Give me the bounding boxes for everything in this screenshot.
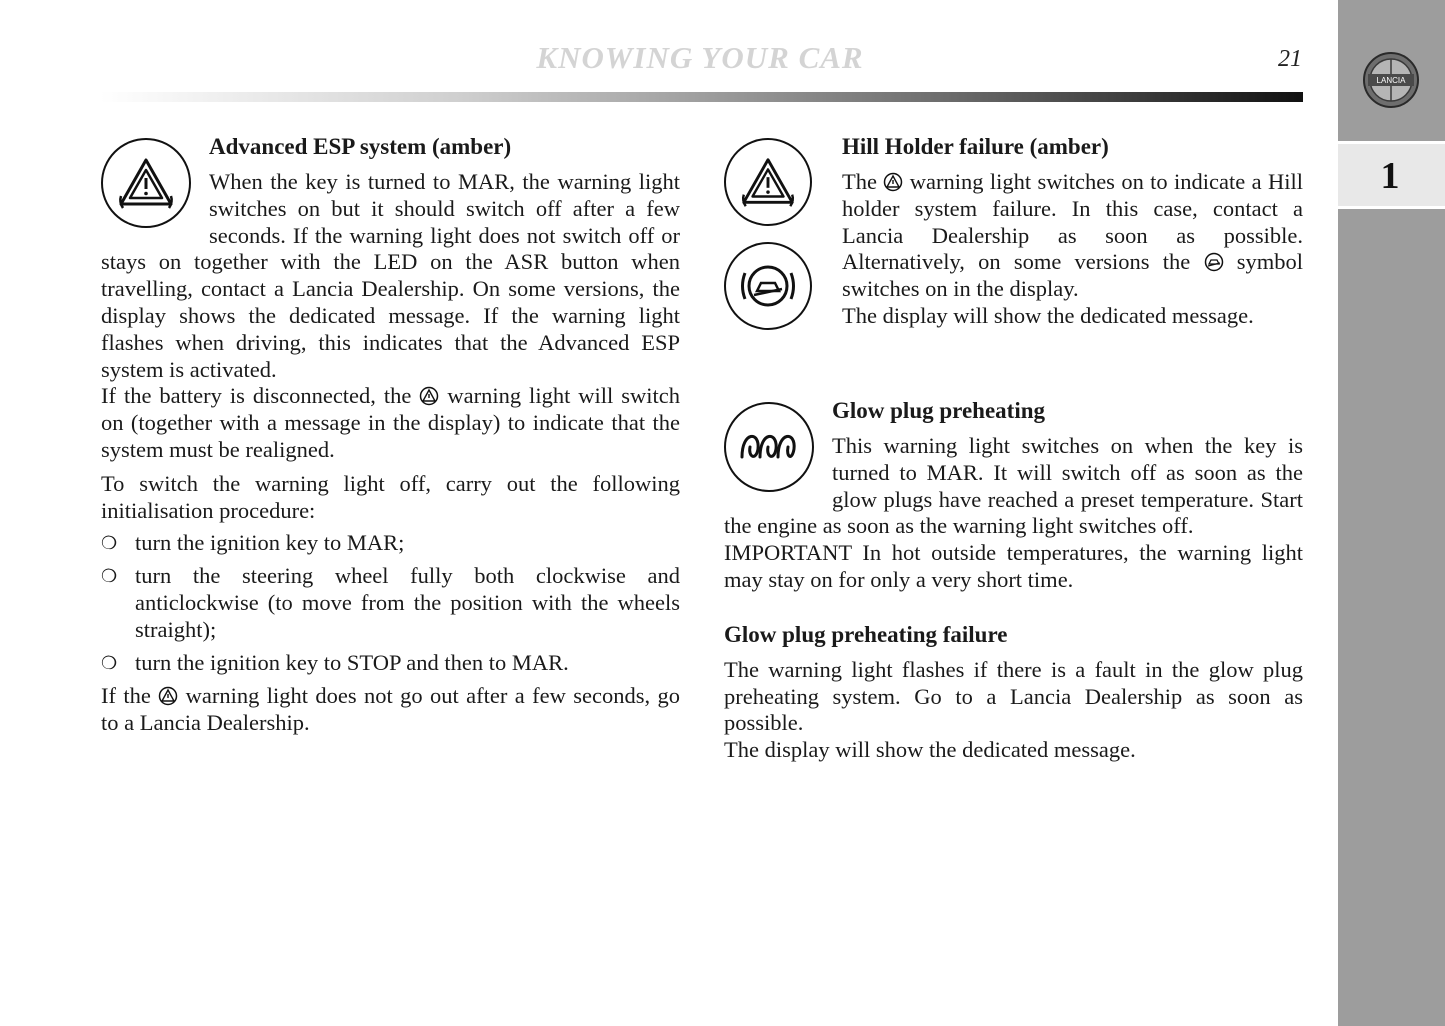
chapter-tab — [1338, 141, 1445, 209]
text-run: warning light will switch on (together with a message in the display) to indicate that the system must be realigned. — [101, 383, 681, 462]
left-column — [101, 132, 680, 737]
esp-paragraph-2 — [101, 383, 680, 463]
right-column — [724, 132, 1303, 764]
page-number: 21 — [1278, 46, 1302, 72]
esp-warning-icon — [883, 172, 903, 192]
glow-plug-paragraph-2: IMPORTANT In hot outside temperatures, the warning light may stay on for only a very short time. — [724, 540, 1303, 592]
list-item-text: turn the ignition key to MAR; — [135, 530, 405, 556]
lancia-logo-icon — [1361, 50, 1421, 110]
list-item — [101, 563, 680, 643]
hill-holder-icon-group — [724, 138, 814, 330]
glow-plug-paragraph-1: This warning light switches on when the key is turned to MAR. It will switch off as soon as the glow plugs have reached a preset temperature. Start the engine as soon as the warning light switches off. — [724, 433, 1303, 539]
chapter-number: 1 — [1380, 155, 1400, 197]
list-item — [101, 530, 680, 557]
list-item-text: turn the steering wheel fully both clockwise and anticlockwise (to move from the position with the wheels straight); — [135, 563, 680, 642]
hill-holder-paragraph-2: The display will show the dedicated message. — [842, 302, 1254, 328]
text-run: If the — [101, 683, 151, 709]
text-run: The — [842, 169, 877, 194]
hill-holder-icon — [724, 242, 812, 330]
running-header: KNOWING YOUR CAR — [536, 40, 864, 75]
glow-plug-failure-paragraph-1: The warning light flashes if there is a fault in the glow plug preheating system. Go to a Lancia Dealership as soon as possible. — [724, 656, 1303, 736]
text-run: warning light does not go out after a few seconds, go to a Lancia Dealership. — [101, 683, 680, 736]
esp-paragraph-4 — [101, 683, 680, 737]
bullet-mark: ❍ — [101, 652, 118, 673]
esp-paragraph-1: When the key is turned to MAR, the warning light switches on but it should switch off after a few seconds. If the warning light does not switch off or stays on together with the LED on the ASR button when travelling, contact a Lancia Dealership. On some versions, the display shows the dedicated message. If the warning light flashes when driving, this indicates that the Advanced ESP system is activated. — [101, 169, 680, 382]
text-run: warning light switches on to indicate a Hill holder system failure. In this case, contact a Lancia Dealership as soon as possible. Alternatively, on some versions the — [842, 169, 1303, 275]
glow-plug-failure-heading: Glow plug preheating failure — [724, 621, 1008, 647]
hill-holder-heading: Hill Holder failure (amber) — [842, 134, 1109, 159]
glow-plug-icon — [724, 402, 814, 492]
esp-warning-icon — [158, 686, 178, 706]
esp-warning-icon — [101, 138, 191, 228]
esp-heading: Advanced ESP system (amber) — [209, 134, 512, 159]
glow-plug-failure-paragraph-2: The display will show the dedicated message. — [724, 737, 1136, 763]
esp-warning-icon — [724, 138, 812, 226]
esp-paragraph-3: To switch the warning light off, carry out the following initialisation procedure: — [101, 470, 680, 523]
glow-plug-heading: Glow plug preheating — [832, 398, 1045, 423]
bullet-mark: ❍ — [101, 566, 118, 587]
header-rule — [100, 92, 1303, 102]
list-item-text: turn the ignition key to STOP and then to MAR. — [135, 649, 569, 675]
esp-warning-icon — [419, 386, 439, 406]
text-run: If the battery is disconnected, the — [101, 383, 412, 409]
text-run: symbol switches on in the display. — [842, 249, 1303, 302]
hill-holder-icon — [1204, 252, 1224, 272]
logo-text: LANCIA — [1376, 76, 1406, 85]
list-item — [101, 650, 680, 677]
bullet-mark: ❍ — [101, 533, 118, 554]
